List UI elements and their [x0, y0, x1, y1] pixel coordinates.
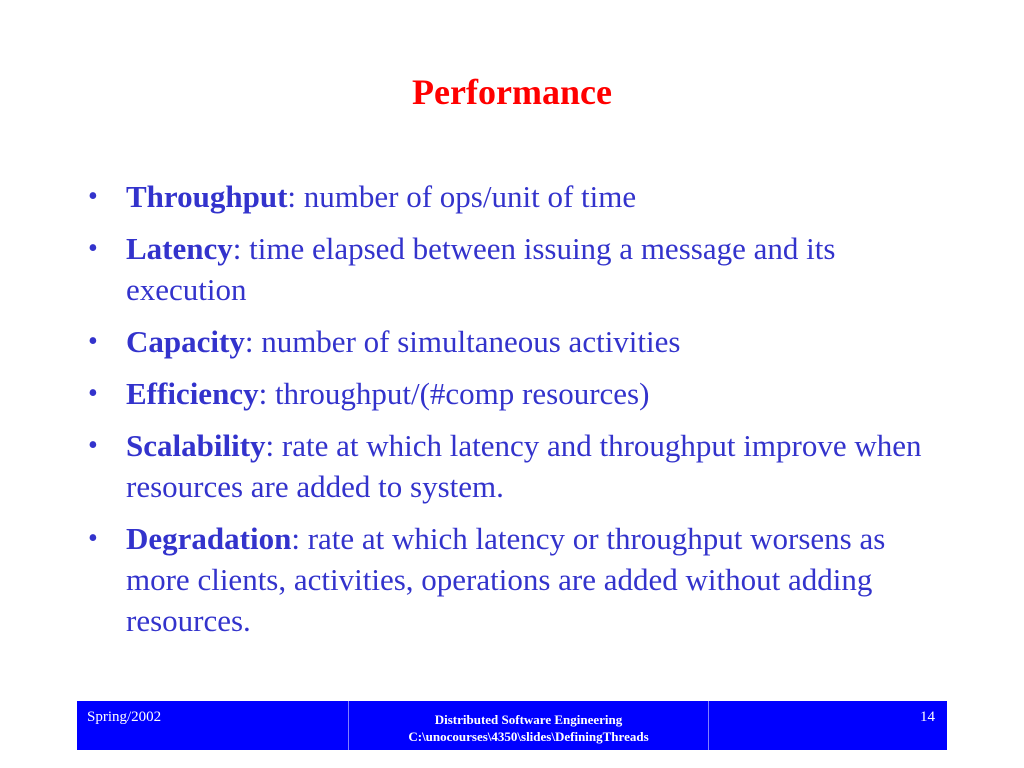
bullet-term: Throughput: [126, 179, 288, 214]
bullet-term: Capacity: [126, 324, 245, 359]
bullet-term: Latency: [126, 231, 233, 266]
bullet-latency: [84, 228, 944, 310]
bullet-dot-icon: •: [88, 326, 98, 357]
bullet-definition: : throughput/(#comp resources): [258, 376, 650, 411]
bullet-definition: : rate at which latency and throughput improve when resources are added to system.: [126, 428, 922, 504]
slide-footer: [77, 701, 947, 750]
slide-page-number: 14: [920, 709, 935, 725]
bullet-term: Scalability: [126, 428, 266, 463]
footer-course-title: Distributed Software Engineering: [434, 712, 623, 727]
bullet-efficiency: [84, 373, 944, 414]
bullet-definition: : rate at which latency or throughput worsens as more clients, activities, operations are added without adding resources.: [126, 521, 886, 638]
bullet-degradation: [84, 518, 944, 641]
bullet-scalability: [84, 425, 944, 507]
bullet-dot-icon: •: [88, 233, 98, 264]
bullet-definition: : number of ops/unit of time: [287, 179, 637, 214]
bullet-term: Degradation: [126, 521, 292, 556]
bullet-dot-icon: •: [88, 378, 98, 409]
footer-term-label: Spring/2002: [77, 701, 349, 750]
bullet-dot-icon: •: [88, 181, 98, 212]
bullet-term: Efficiency: [126, 376, 259, 411]
bullet-dot-icon: •: [88, 430, 98, 461]
bullet-capacity: [84, 321, 944, 362]
bullet-definition: : number of simultaneous activities: [244, 324, 681, 359]
bullet-throughput: [84, 176, 944, 217]
slide-title: Performance: [412, 72, 612, 112]
footer-file-path: C:\unocourses\4350\slides\DefiningThreads: [408, 729, 649, 744]
bullet-definition: : time elapsed between issuing a message and its execution: [126, 231, 836, 307]
bullet-dot-icon: •: [88, 523, 98, 554]
footer-course-info: [349, 701, 709, 750]
bullet-list: [84, 176, 944, 652]
